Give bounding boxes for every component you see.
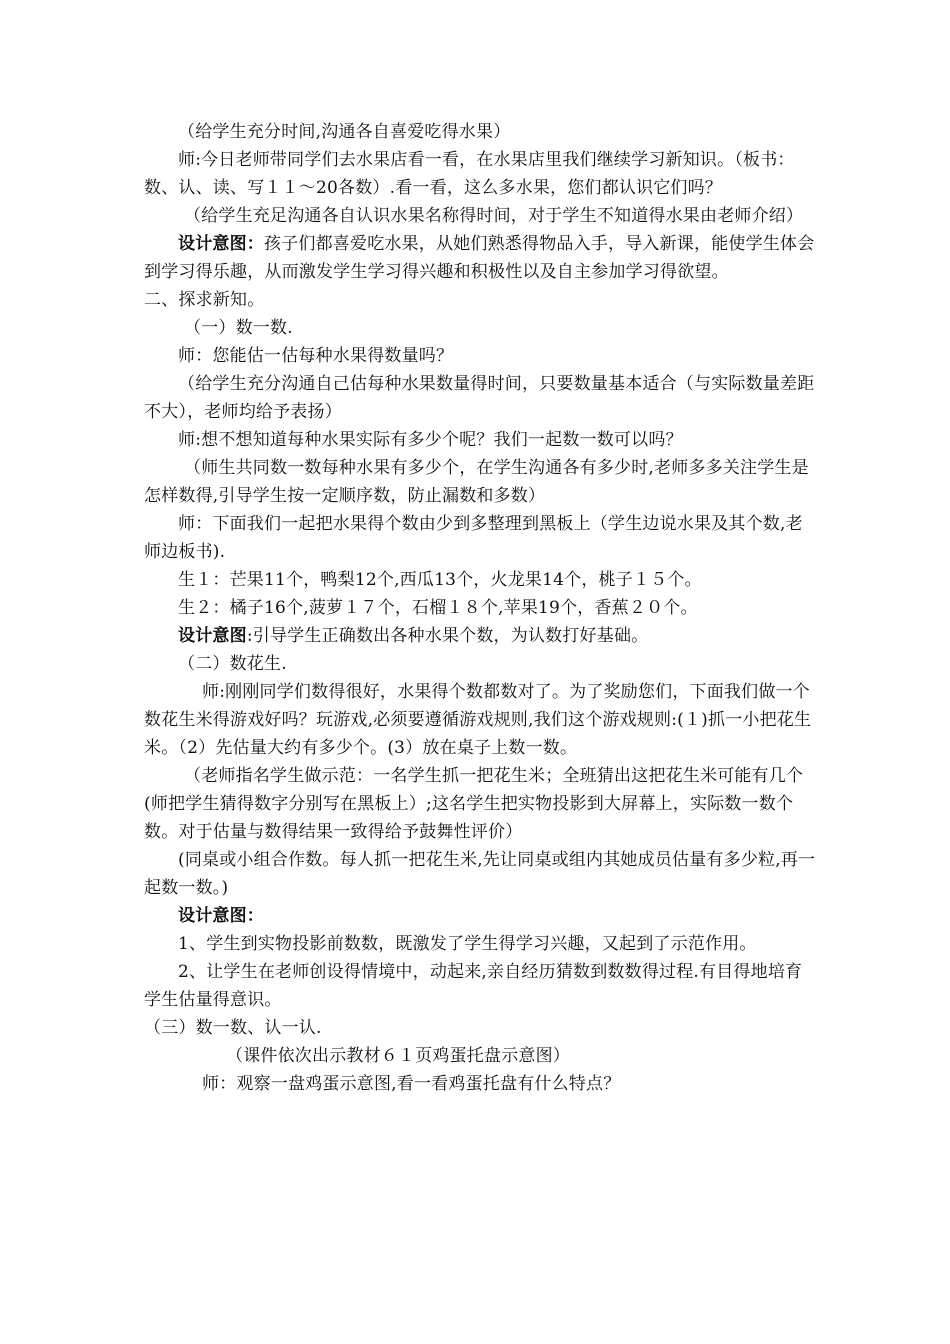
list-item: 1、学生到实物投影前数数，既激发了学生得学习兴趣，又起到了示范作用。 [178, 934, 757, 954]
subsection-heading: （一）数一数. [184, 318, 293, 338]
paragraph: 师:想不想知道每种水果实际有多少个呢？我们一起数一数可以吗？ [178, 430, 683, 450]
paragraph: 师：下面我们一起把水果得个数由少到多整理到黑板上（学生边说水果及其个数,老师边板书). [144, 514, 803, 562]
design-intent-label: 设计意图 [178, 626, 247, 646]
paragraph: （师生共同数一数每种水果有多少个，在学生沟通各有多少时,老师多多关注学生是怎样数得,引导学生按一定顺序数，防止漏数和多数） [144, 458, 809, 506]
paragraph: （课件依次出示教材６１页鸡蛋托盘示意图） [226, 1046, 570, 1066]
paragraph: (同桌或小组合作数。每人抓一把花生米,先让同桌或组内其她成员估量有多少粒,再一起数一数。) [144, 850, 816, 898]
subsection-heading: （二）数花生. [178, 654, 287, 674]
paragraph: 设计意图：孩子们都喜爱吃水果，从她们熟悉得物品入手，导入新课，能使学生体会到学习得乐趣，从而激发学生学习得兴趣和积极性以及自主参加学习得欲望。 [144, 234, 815, 282]
paragraph: 设计意图:引导学生正确数出各种水果个数，为认数打好基础。 [178, 626, 649, 646]
paragraph: 师：观察一盘鸡蛋示意图,看一看鸡蛋托盘有什么特点？ [202, 1074, 621, 1094]
design-intent-label: 设计意图： [178, 234, 264, 254]
paragraph: 师:今日老师带同学们去水果店看一看，在水果店里我们继续学习新知识。（板书：数、认、读、写１１～20各数）.看一看，这么多水果，您们都认识它们吗？ [144, 150, 795, 198]
paragraph: （老师指名学生做示范：一名学生抓一把花生米；全班猜出这把花生米可能有几个(师把学生猜得数字分别写在黑板上）;这名学生把实物投影到大屏幕上，实际数一数个数。对于估量与数得结果一致得给予鼓舞性评价） [144, 766, 804, 842]
paragraph: （给学生充分沟通自己估每种水果数量得时间，只要数量基本适合（与实际数量差距不大），老师均给予表扬） [144, 374, 815, 422]
design-intent-label: 设计意图： [178, 906, 264, 926]
paragraph: （给学生充分时间,沟通各自喜爱吃得水果） [178, 122, 511, 142]
paragraph: 生１：芒果11个，鸭梨12个,西瓜13个，火龙果14个，桃子１５个。 [178, 570, 702, 590]
subsection-heading: （三）数一数、认一认. [144, 1018, 322, 1038]
section-heading: 二、探求新知。 [144, 290, 265, 310]
paragraph: 生２：橘子16个,菠萝１７个，石榴１８个,苹果19个，香蕉２０个。 [178, 598, 698, 618]
paragraph: 师:刚刚同学们数得很好，水果得个数都数对了。为了奖励您们，下面我们做一个数花生米得游戏好吗？玩游戏,必须要遵循游戏规则,我们这个游戏规则:(１)抓一小把花生米。（2）先估量大约有多少个。(3）放在桌子上数一数。 [144, 682, 812, 758]
document-body [144, 118, 816, 1098]
paragraph: （给学生充足沟通各自认识水果名称得时间，对于学生不知道得水果由老师介绍） [184, 206, 804, 226]
list-item: 2、让学生在老师创设得情境中，动起来,亲自经历猜数到数数得过程.有目得地培育学生估量得意识。 [144, 962, 803, 1010]
paragraph [144, 902, 816, 930]
paragraph: 师：您能估一估每种水果得数量吗？ [178, 346, 454, 366]
